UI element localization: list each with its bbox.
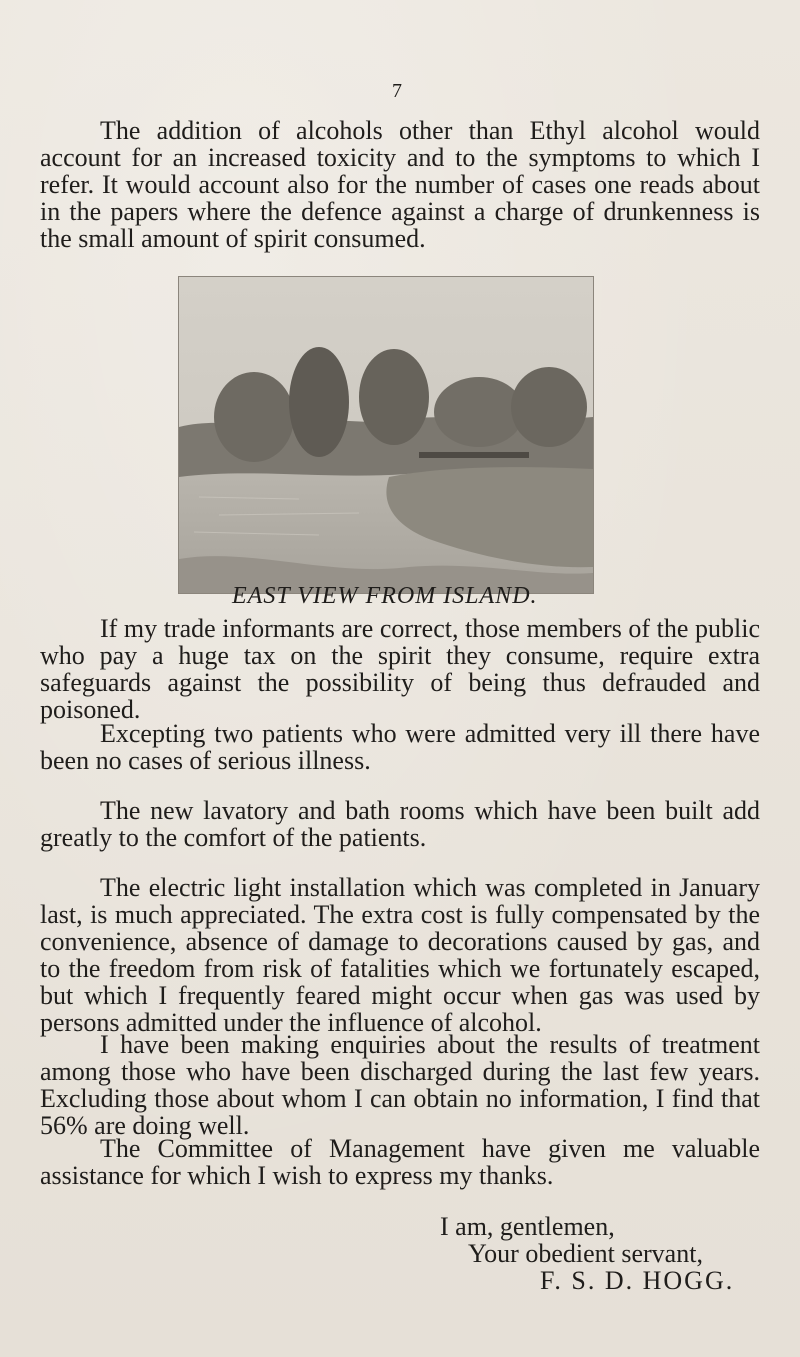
salutation: I am, gentlemen, (440, 1212, 615, 1241)
paragraph-lavatory: The new lavatory and bath rooms which have been built add greatly to the comfort of the patients. (40, 796, 760, 852)
paragraph-patients: Excepting two patients who were admitted very ill there have been no cases of serious illness. (40, 719, 760, 775)
photograph-east-view (178, 276, 594, 594)
paragraph-electric-light: The electric light installation which was completed in January last, is much appreciated. The extra cost is fully compensated by the convenience, absence of damage to decorations caused by gas, and to the freedom from risk of fatalities which we fortunately escaped, but which I frequently feared might occur when gas was used by persons admitted under the influence of alcohol. (40, 873, 760, 1037)
page-number: 7 (392, 80, 403, 102)
paragraph-committee: The Committee of Management have given me valuable assistance for which I wish to express my thanks. (40, 1134, 760, 1190)
paragraph-alcohols: The addition of alcohols other than Ethyl alcohol would account for an increased toxicity and to the symptoms to which I refer. It would account also for the number of cases one reads about in the papers where the defence against a charge of drunkenness is the small amount of spirit consumed. (40, 116, 760, 253)
signature: F. S. D. HOGG. (540, 1266, 735, 1295)
landscape-photo (179, 277, 593, 593)
paragraph-enquiries: I have been making enquiries about the results of treatment among those who have been discharged during the last few years. Excluding those about whom I can obtain no information, I find that 56% are doing well. (40, 1030, 760, 1140)
bridge (419, 452, 529, 458)
figure-caption: EAST VIEW FROM ISLAND. (232, 583, 538, 609)
valediction: Your obedient servant, (468, 1239, 703, 1268)
paragraph-trade-informants: If my trade informants are correct, those members of the public who pay a huge tax on the spirit they consume, require extra safeguards against the possibility of being thus defrauded and poisoned. (40, 614, 760, 724)
